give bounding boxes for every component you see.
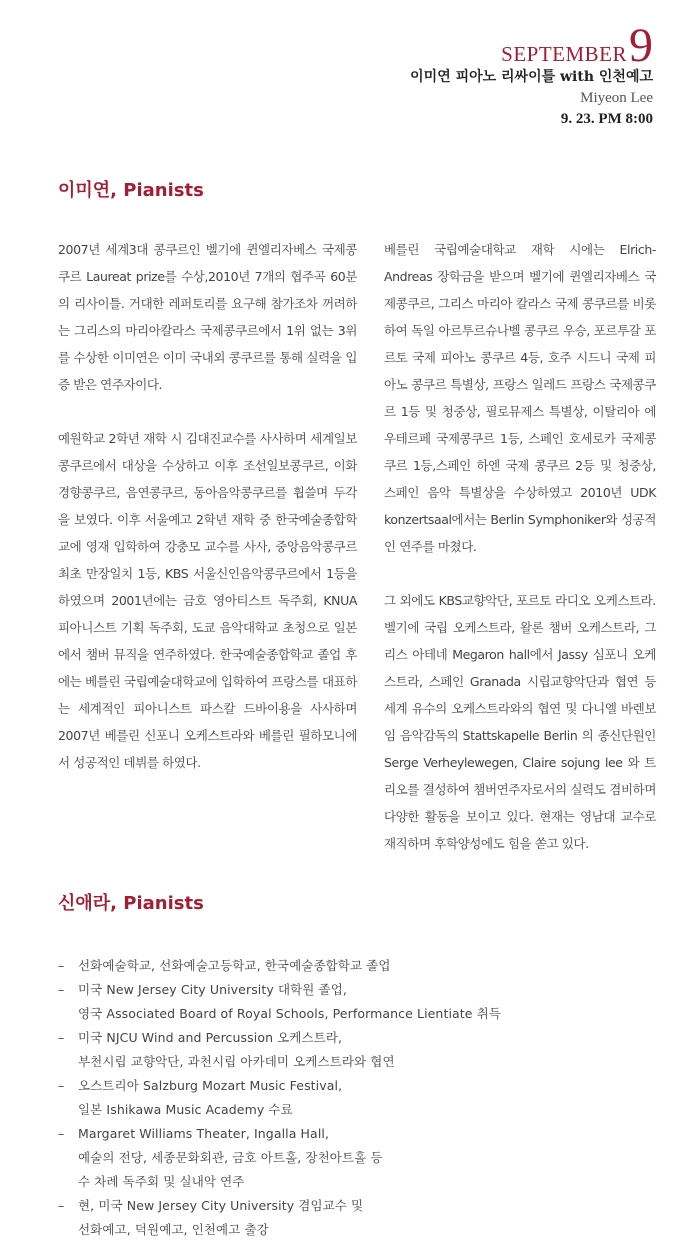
day-number: 9 [629, 19, 653, 72]
bullet-dash: – [58, 1030, 65, 1045]
concert-datetime: 9. 23. PM 8:00 [560, 111, 653, 127]
bio-paragraph: 그 외에도 KBS교향악단, 포르토 라디오 오케스트라. 벨기에 국립 오케스트라, 왈론 챔버 오케스트라, 그리스 아테네 Megaron hall에서 Jassy 심포니 오케스트라, 스페인 Granada 시립교향악단과 협연 등 세계 유수의 오케스트라와의 협연 및 다니엘 바렌보임 음악감독의 Stattskapelle Berlin 의 종신단원인 Serge Verheylewegen, Claire sojung lee 와 트리오를 결성하여 챔버연주자로서의 실력도 겸비하며 다양한 활동을 보이고 있다. 현재는 영남대 교수로 재직하며 후학양성에도 힘을 쏟고 있다. [384, 593, 656, 851]
section-title-miyeon: 이미연, Pianists [58, 180, 204, 201]
concert-title: 이미연 피아노 리싸이틀 with 인천예고 [410, 69, 653, 85]
bullet-dash: – [58, 1078, 65, 1093]
list-item [58, 954, 501, 978]
bullet-dash: – [58, 982, 65, 997]
list-item-line: 오스트리아 Salzburg Mozart Music Festival, [78, 1078, 343, 1093]
list-item-line: 예술의 전당, 세종문화회관, 금호 아트홀, 장천아트홀 등 [78, 1150, 383, 1165]
month-label: SEPTEMBER [501, 42, 627, 66]
bullet-dash: – [58, 958, 65, 973]
list-item-line: 현, 미국 New Jersey City University 겸임교수 및 [78, 1198, 364, 1213]
bio-column-left [58, 236, 357, 776]
list-item-line: 미국 NJCU Wind and Percussion 오케스트라, [78, 1030, 343, 1045]
section-title-aera: 신애라, Pianists [58, 893, 204, 914]
bullet-dash: – [58, 1198, 65, 1213]
list-item [58, 1026, 501, 1074]
concert-header [410, 19, 653, 128]
list-item [58, 1122, 501, 1194]
bio-paragraph: 2007년 세계3대 콩쿠르인 벨기에 퀸엘리자베스 국제콩쿠르 Laureat prize를 수상,2010년 7개의 협주곡 60분의 리사이틀. 거대한 레퍼토리를 요구해 참가조차 꺼려하는 그리스의 마리아칼라스 국제콩쿠르에서 1위 없는 3위를 수상한 이미연은 이미 국내외 콩쿠르를 통해 실력을 입증 받은 연주자이다. [58, 242, 357, 392]
list-item-line: 부천시립 교향악단, 과천시립 아카데미 오케스트라와 협연 [78, 1054, 395, 1069]
date-heading [410, 19, 653, 72]
bio-column-right [384, 236, 656, 857]
list-item-line: 선화예고, 덕원예고, 인천예고 출강 [78, 1222, 269, 1237]
list-item-line: 수 차례 독주회 및 실내악 연주 [78, 1174, 245, 1189]
list-item [58, 1194, 501, 1242]
list-item [58, 1074, 501, 1122]
list-item-line: Margaret Williams Theater, Ingalla Hall, [78, 1126, 330, 1141]
career-list [58, 954, 501, 1242]
bio-paragraph: 예원학교 2학년 재학 시 김대진교수를 사사하며 세계일보콩쿠르에서 대상을 수상하고 이후 조선일보콩쿠르, 이화경향콩쿠르, 음연콩쿠르, 동아음악콩쿠르를 휩쓸며 두각을 보였다. 이후 서울예고 2학년 재학 중 한국예술종합학교에 영재 입학하여 강충모 교수를 사사, 중앙음악콩쿠르 최초 만장일치 1등, KBS 서울신인음악콩쿠르에서 1등을 하였으며 2001년에는 금호 영아티스트 독주회, KNUA 피아니스트 기획 독주회, 도쿄 음악대학교 초청으로 일본에서 챔버 뮤직을 연주하였다. 한국예술종합학교 졸업 후에는 베를린 국립예술대학교에 입학하여 프랑스를 대표하는 세계적인 피아니스트 파스칼 드바이용을 사사하며2007년 베를린 신포니 오케스트라와 베를린 필하모니에서 성공적인 데뷔를 하였다. [58, 431, 357, 770]
bio-paragraph: 베를린 국립예술대학교 재학 시에는 Elrich-Andreas 장학금을 받으며 벨기에 퀸엘리자베스 국제콩쿠르, 그리스 마리아 칼라스 국제 콩쿠르를 비롯하여 독일 아르투르슈나벨 콩쿠르 우승, 포르투갈 포르토 국제 피아노 콩쿠르 4등, 호주 시드니 국제 피아노 콩쿠르 특별상, 프랑스 일레드 프랑스 국제콩쿠르 1등 및 청중상, 필로뮤제스 특별상, 이탈리아 에우테르페 국제콩쿠르 1등, 스페인 호세로카 국제콩쿠르 1등,스페인 하엔 국제 콩쿠르 2등 및 청중상, 스페인 음악 특별상을 수상하였고 2010년 UDK konzertsaal에서는 Berlin Symphoniker와 성공적인 연주를 마쳤다. [384, 242, 656, 554]
list-item-line: 미국 New Jersey City University 대학원 졸업, [78, 982, 347, 997]
list-item-line: 일본 Ishikawa Music Academy 수료 [78, 1102, 293, 1117]
list-item-line: 영국 Associated Board of Royal Schools, Performance Lientiate 취득 [78, 1006, 501, 1021]
bullet-dash: – [58, 1126, 65, 1141]
list-item [58, 978, 501, 1026]
list-item-line: 선화예술학교, 선화예술고등학교, 한국예술종합학교 졸업 [78, 958, 391, 973]
performer-name: Miyeon Lee [580, 90, 653, 106]
